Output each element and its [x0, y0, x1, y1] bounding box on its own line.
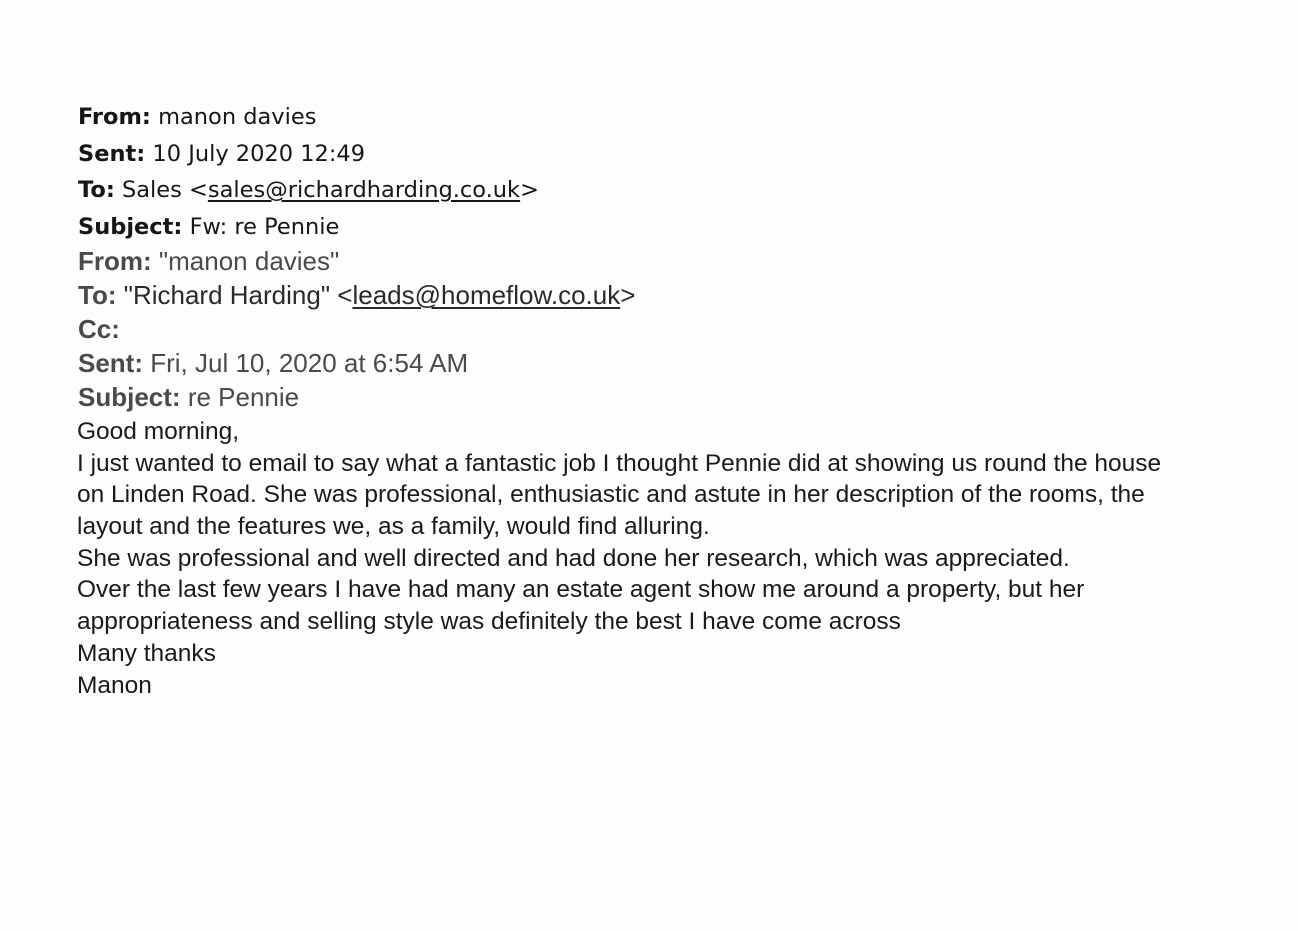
to-email-link[interactable]: leads@homeflow.co.uk — [352, 280, 621, 310]
body-line: layout and the features we, as a family, would find alluring. — [77, 513, 710, 541]
to-label: To: — [78, 177, 115, 203]
cc-label: Cc: — [78, 314, 120, 344]
from-value: "manon davies" — [158, 246, 340, 276]
forwarded-to-line — [78, 172, 539, 209]
sent-label: Sent: — [78, 348, 143, 378]
body-line: She was professional and well directed and had done her research, which was appreciated. — [77, 544, 1070, 572]
to-label: To: — [78, 280, 117, 310]
body-line: on Linden Road. She was professional, enthusiastic and astute in her description of the rooms, the — [77, 481, 1145, 509]
forwarded-email-header — [78, 99, 539, 245]
to-name: "Richard Harding" < — [123, 280, 353, 310]
sent-label: Sent: — [78, 140, 146, 167]
email-body — [77, 416, 1292, 701]
forwarded-from-line — [78, 99, 539, 136]
original-email-header — [78, 244, 635, 414]
sent-value: 10 July 2020 12:49 — [152, 140, 366, 167]
subject-label: Subject: — [78, 213, 183, 240]
to-close-bracket: > — [520, 177, 539, 203]
body-line: I just wanted to email to say what a fantastic job I thought Pennie did at showing us round the house — [77, 449, 1162, 477]
forwarded-sent-line — [78, 136, 539, 173]
body-line: Over the last few years I have had many an estate agent show me around a property, but her — [77, 576, 1085, 604]
original-sent-line — [78, 346, 635, 380]
original-subject-line — [78, 380, 635, 414]
subject-value: re Pennie — [187, 382, 300, 412]
from-value: manon davies — [158, 104, 317, 130]
body-line: appropriateness and selling style was definitely the best I have come across — [77, 608, 901, 636]
forwarded-subject-line — [78, 209, 539, 246]
to-name: Sales < — [121, 177, 208, 203]
original-from-line — [78, 244, 635, 278]
subject-label: Subject: — [78, 382, 181, 412]
original-to-line — [78, 278, 635, 312]
to-close-bracket: > — [620, 280, 636, 310]
from-label: From: — [78, 104, 151, 130]
sent-value: Fri, Jul 10, 2020 at 6:54 AM — [150, 348, 469, 378]
subject-value: Fw: re Pennie — [189, 213, 340, 240]
to-email-link[interactable]: sales@richardharding.co.uk — [207, 177, 521, 203]
signature-name: Manon — [77, 671, 152, 699]
original-cc-line — [78, 312, 635, 346]
sign-off-line: Many thanks — [77, 639, 216, 667]
greeting-line: Good morning, — [77, 418, 240, 445]
from-label: From: — [78, 246, 152, 276]
